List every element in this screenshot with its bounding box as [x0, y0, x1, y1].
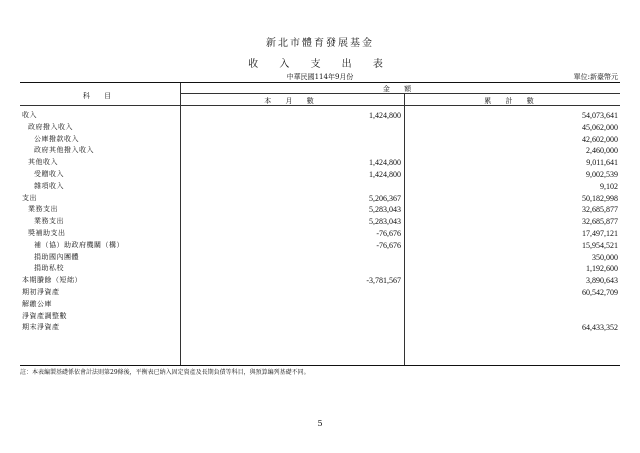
- table-row: [20, 299, 620, 311]
- account-label: 捐助國內團體: [34, 252, 79, 261]
- cumulative-value: 17,497,121: [582, 229, 618, 238]
- cumulative-value: 1,192,600: [586, 264, 618, 274]
- current-month-value: 1,424,800: [369, 158, 401, 168]
- cumulative-value: 9,002,539: [586, 170, 618, 179]
- account-label: 獎補助支出: [28, 229, 66, 237]
- account-label: 政府撥入收入: [28, 122, 73, 131]
- table-row: [20, 157, 620, 169]
- table-row: [20, 252, 620, 264]
- current-month-value: 1,424,800: [369, 170, 401, 179]
- current-month-value: -3,781,567: [366, 276, 401, 286]
- cumulative-value: 54,073,641: [582, 111, 618, 120]
- account-label: 捐助私校: [34, 264, 64, 273]
- table-row: [20, 240, 620, 252]
- table-row: [20, 322, 620, 334]
- report-period: 中華民國114年9月份: [286, 73, 354, 81]
- cumulative-value: 32,685,877: [582, 205, 618, 215]
- current-month-value: -76,676: [376, 229, 401, 238]
- table-row: [20, 204, 620, 216]
- cumulative-value: 50,182,998: [582, 193, 618, 203]
- account-label: 雜項收入: [34, 181, 64, 190]
- table-row: [20, 311, 620, 323]
- account-label: 收入: [22, 111, 37, 119]
- current-month-header: 本 月 數: [264, 97, 320, 105]
- account-label: 受贈收入: [34, 170, 64, 178]
- cumulative-value: 60,542,709: [582, 288, 618, 297]
- table-row: [20, 216, 620, 228]
- cumulative-value: 45,062,000: [582, 122, 618, 132]
- table-row: [20, 110, 620, 122]
- account-label: 淨資產調整數: [22, 311, 67, 320]
- table-row: [20, 169, 620, 181]
- page-number: 5: [317, 419, 323, 428]
- account-label: 政府其他撥入收入: [34, 146, 94, 155]
- account-label: 支出: [22, 193, 37, 202]
- table-row: [20, 193, 620, 205]
- current-month-value: 5,283,043: [369, 217, 401, 227]
- cumulative-value: 350,000: [592, 252, 618, 262]
- cumulative-value: 64,433,352: [582, 323, 618, 333]
- cumulative-value: 2,460,000: [586, 146, 618, 156]
- table-row: [20, 228, 620, 240]
- table-row: [20, 287, 620, 299]
- cumulative-value: 9,102: [600, 181, 618, 191]
- account-label: 解繳公庫: [22, 299, 52, 308]
- account-header: 科 目: [82, 92, 118, 100]
- cumulative-header: 累 計 數: [484, 97, 540, 105]
- cumulative-value: 32,685,877: [582, 217, 618, 227]
- amount-header: 金 額: [382, 85, 418, 93]
- account-label: 補（協）助政府機關（構）: [34, 240, 124, 249]
- account-label: 業務支出: [28, 205, 58, 214]
- current-month-value: 5,283,043: [369, 205, 401, 215]
- current-month-value: 1,424,800: [369, 111, 401, 120]
- table-row: [20, 181, 620, 193]
- table-row: [20, 122, 620, 134]
- org-name: 新北市體育發展基金: [266, 38, 374, 49]
- report-title: 收 入 支 出 表: [248, 59, 392, 70]
- footnote: 註：本表編製基礎係依會計法則第29條後，平衡表已納入固定資產及長期負債等科目，與預算編列基礎不同。: [20, 369, 310, 376]
- current-month-value: -76,676: [376, 240, 401, 250]
- table-row: [20, 275, 620, 287]
- account-label: 本期賸餘（短絀）: [22, 276, 82, 285]
- cumulative-value: 3,890,643: [586, 276, 618, 286]
- cumulative-value: 9,011,641: [586, 158, 618, 168]
- table-row: [20, 134, 620, 146]
- table-row: [20, 145, 620, 157]
- account-label: 公庫撥款收入: [34, 134, 79, 143]
- cumulative-value: 42,602,000: [582, 134, 618, 144]
- account-label: 其他收入: [28, 158, 58, 167]
- statement-table: [20, 82, 620, 366]
- account-label: 業務支出: [34, 217, 64, 226]
- currency-unit: 單位:新臺幣元: [573, 73, 618, 81]
- account-label: 期初淨資產: [22, 288, 60, 296]
- table-row: [20, 263, 620, 275]
- current-month-value: 5,206,367: [369, 193, 401, 203]
- cumulative-value: 15,954,521: [582, 240, 618, 250]
- account-label: 期末淨資產: [22, 323, 60, 332]
